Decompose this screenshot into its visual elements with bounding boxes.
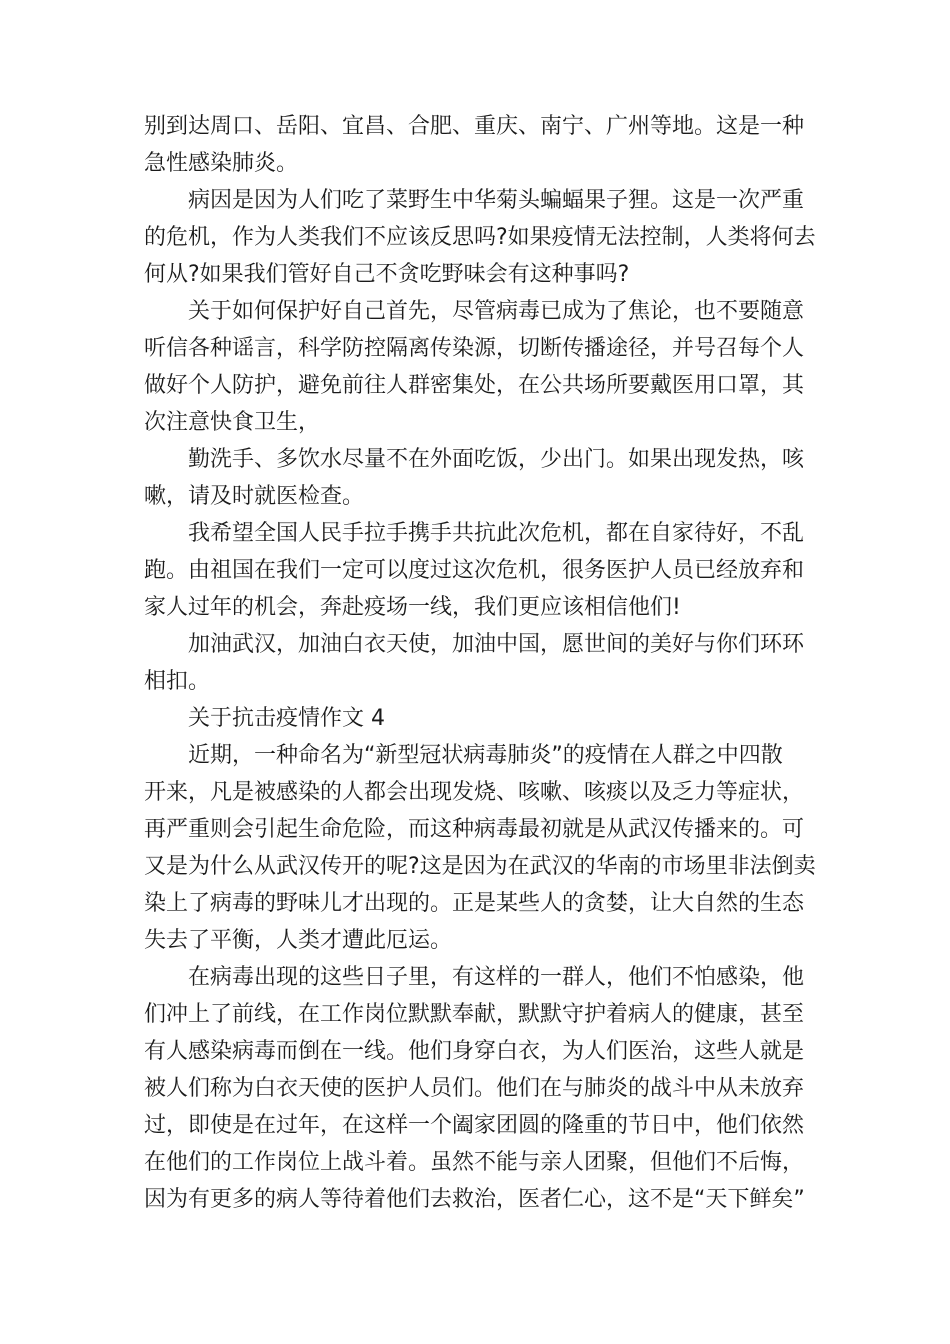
text-line: 急性感染肺炎。 [144, 151, 299, 176]
text-line: 关于如何保护好自己首先，尽管病毒已成为了焦论，也不要随意 [188, 299, 805, 324]
text-line: 加油武汉，加油白衣天使，加油中国，愿世间的美好与你们环环 [188, 632, 805, 657]
text-line: 听信各种谣言，科学防控隔离传染源，切断传播途径，并号召每个人 [144, 336, 805, 361]
text-line: 的危机，作为人类我们不应该反思吗?如果疫情无法控制，人类将何去 [144, 225, 816, 250]
text-line: 过，即使是在过年，在这样一个阖家团圆的隆重的节日中，他们依然 [144, 1113, 805, 1138]
text-line: 又是为什么从武汉传开的呢?这是因为在武汉的华南的市场里非法倒卖 [144, 854, 816, 879]
text-line: 我希望全国人民手拉手携手共抗此次危机，都在自家待好，不乱 [188, 521, 805, 546]
text-line: 们冲上了前线，在工作岗位默默奉献，默默守护着病人的健康，甚至 [144, 1002, 805, 1027]
text-line: 失去了平衡，人类才遭此厄运。 [144, 928, 453, 953]
document-page [144, 108, 816, 1218]
text-line: 相扣。 [144, 669, 211, 694]
text-line: 做好个人防护，避免前往人群密集处，在公共场所要戴医用口罩，其 [144, 373, 805, 398]
text-line: 开来，凡是被感染的人都会出现发烧、咳嗽、咳痰以及乏力等症状， [144, 780, 805, 805]
text-line: 染上了病毒的野味儿才出现的。正是某些人的贪婪，让大自然的生态 [144, 891, 805, 916]
text-line: 病因是因为人们吃了菜野生中华菊头蝙蝠果子狸。这是一次严重 [188, 188, 805, 213]
text-line: 嗽，请及时就医检查。 [144, 484, 365, 509]
text-line: 在病毒出现的这些日子里，有这样的一群人，他们不怕感染，他 [188, 965, 805, 990]
text-line: 别到达周口、岳阳、宜昌、合肥、重庆、南宁、广州等地。这是一种 [144, 114, 805, 139]
text-line: 因为有更多的病人等待着他们去救治，医者仁心，这不是“天下鲜矣” [144, 1187, 805, 1212]
text-line: 在他们的工作岗位上战斗着。虽然不能与亲人团聚，但他们不后悔， [144, 1150, 805, 1175]
section-heading: 关于抗击疫情作文 4 [188, 706, 385, 731]
text-line: 家人过年的机会，奔赴疫场一线，我们更应该相信他们! [144, 595, 681, 620]
text-line: 被人们称为白衣天使的医护人员们。他们在与肺炎的战斗中从未放弃 [144, 1076, 805, 1101]
text-line: 勤洗手、多饮水尽量不在外面吃饭，少出门。如果出现发热，咳 [188, 447, 805, 472]
text-line: 有人感染病毒而倒在一线。他们身穿白衣，为人们医治，这些人就是 [144, 1039, 805, 1064]
text-line: 何从?如果我们管好自己不贪吃野味会有这种事吗? [144, 262, 630, 287]
text-line: 再严重则会引起生命危险，而这种病毒最初就是从武汉传播来的。可 [144, 817, 805, 842]
text-line: 近期，一种命名为“新型冠状病毒肺炎”的疫情在人群之中四散 [188, 743, 783, 768]
text-line: 次注意快食卫生， [144, 410, 321, 435]
text-line: 跑。由祖国在我们一定可以度过这次危机，很务医护人员已经放弃和 [144, 558, 805, 583]
